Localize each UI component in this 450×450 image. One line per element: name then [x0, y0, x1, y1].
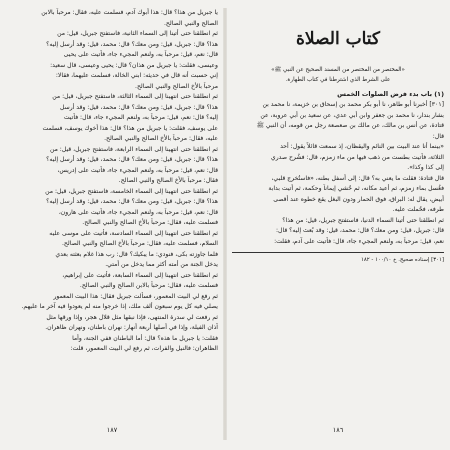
- text-line: يا جبريل من هذا؟ قال: هذا أبوك آدم، فسلمت عليه، فقال: مرحباً بالابن: [41, 9, 218, 16]
- text-line: نعم، قيل: مرحباً به، ولنعم المجيء جاء، قال: فأتيت على آدم، فقلت:: [274, 237, 444, 245]
- book-gutter: [223, 8, 227, 440]
- right-page-number: ١٨٦: [332, 426, 344, 434]
- text-line: قال: نعم، قيل: مرحباً به، ولنعم المجيء جاء، فأتيت على يحيى: [63, 51, 218, 58]
- right-page-body: [232, 100, 444, 247]
- text-line: على يوسف، فقلت: يا جبريل من هذا؟ قال: هذا أخوك يوسف، فسلمت: [42, 124, 218, 132]
- book-spread: [6, 8, 444, 440]
- intro-block: [232, 66, 444, 85]
- left-page-body: [6, 8, 218, 355]
- text-line: قال: جبريل، قيل: ومن معك؟ قال: محمد، قيل: وقد بُعث إليه؟ قال:: [275, 227, 444, 235]
- text-line: يصلي فيه كل يوم سبعون ألف ملك، إذا خرجوا منه لم يعودوا فيه آخر ما عليهم.: [21, 303, 218, 310]
- text-line: ثم رفعت لي سدرة المنتهى، فإذا نبقها مثل قلال هجر، وإذا ورقها مثل: [46, 313, 218, 321]
- text-line: فقال: مرحباً بالأخ الصالح والنبي الصالح.: [118, 177, 218, 184]
- text-line: ثم رفع لي البيت المعمور، فسألت جبريل فقال: هذا البيت المعمور: [53, 292, 218, 300]
- text-line: فسلمت عليه، فقال: مرحباً بالأخ الصالح والنبي الصالح.: [82, 219, 218, 226]
- text-line: السلام، فسلمت عليه، فقال: مرحباً بالأخ الصالح والنبي الصالح.: [62, 240, 218, 247]
- chapter-heading: (١) باب بدء فرض الصلوات الخمس: [337, 90, 444, 99]
- text-line: إلى كذا وكذا».: [407, 164, 444, 172]
- text-line: قال قتادة: فقلت ما يعني به؟ قال: إلى أسفل بطنه، «فاستُخرج قلبي،: [271, 174, 444, 182]
- text-line: ثم انطلقنا حتى أتينا السماء الدنيا، فاستفتح جبريل، قيل: من هذا؟: [282, 216, 444, 224]
- text-line: «المختصر من المختصر من المسند الصحيح عن النبي ﷺ»: [271, 67, 405, 73]
- text-line: إني حسبت أنه قال في حديثه: ابني الخالة، فسلمت عليهما، فقالا:: [55, 72, 218, 79]
- text-line: هذا؟ قال: جبريل، قيل: ومن معك؟ قال: محمد، قيل: وقد أرسل إليه؟: [46, 198, 218, 205]
- right-page: [232, 8, 444, 440]
- text-line: فقلت: يا جبريل ما هذه؟ قال: أما الباطنان ففي الجنة، وأما: [72, 334, 218, 342]
- footnote: [٣٠١] إسناده صحيح. خ ١٠٠/١٠ - ١٨٢: [361, 257, 444, 264]
- book-title: كتاب الصلاة: [295, 29, 381, 49]
- text-line: قتادة، عن أنس بن مالك، عن مالك بن صعصعة رجل من قومه، أن النبي ﷺ: [256, 122, 444, 130]
- left-page: [6, 8, 218, 440]
- text-line: قال: نعم، قيل: مرحباً به، ولنعم المجيء جاء، فأتيت على إدريس،: [57, 166, 218, 174]
- text-line: على الشرط الذي اشترطنا في كتاب الطهارة.: [285, 76, 391, 83]
- left-page-number: ١٨٧: [106, 426, 118, 434]
- text-line: قال:: [432, 132, 444, 140]
- text-line: ثم انطلقنا حتى أتينا إلى السماء الثانية، فاستفتح جبريل، قيل: من: [57, 30, 218, 37]
- text-line: بشار بندار، نا محمد بن جعفر وابن أبي عدي، عن سعيد بن أبي عروبة، عن: [260, 111, 444, 119]
- text-line: عليه، فقال: مرحباً بالأخ الصالح والنبي الصالح.: [104, 135, 218, 142]
- text-line: قال: نعم، قيل: مرحباً به، ولنعم المجيء جاء، فأتيت على هارون،: [58, 208, 218, 216]
- text-line: يدخل الجنة من أمته أكثر مما يدخل من أمتي.: [105, 261, 218, 268]
- text-line: الثلاثة، فأُتيت بطست من ذهب فيها من ماء زمزم، قال: فشُرح صدري: [270, 153, 444, 161]
- text-line: آذان الفيلة، وإذا في أصلها أربعة أنهار: نهران باطنان، ونهران ظاهران.: [45, 324, 218, 331]
- text-line: هذا؟ قال: جبريل، قيل: ومن معك؟ قال: محمد، قيل: وقد أرسل إليه؟: [46, 40, 218, 48]
- text-line: هذا؟ قال: جبريل، قيل: ومن معك؟ قال: محمد، قيل: وقد أرسل: [59, 103, 218, 111]
- text-line: فسلمت عليه، فقال: مرحباً بالابن الصالح والنبي الصالح.: [79, 282, 218, 289]
- text-line: [٣٠١] أخبرنا أبو طاهر، نا أبو بكر محمد بن إسحاق بن خزيمة، نا محمد بن: [262, 101, 444, 109]
- text-line: أبيض، يقال له: البراق، فوق الحمار ودون البغل يقع خطوه عند أقصى: [273, 195, 444, 203]
- text-line: مرحباً بالأخ الصالح والنبي الصالح.: [135, 82, 218, 90]
- text-line: إليه؟ قال: نعم، قيل: مرحباً به، ولنعم المجيء جاء، قال: فأتيت: [63, 114, 218, 121]
- text-line: ثم انطلقنا حتى انتهينا إلى السماء السابعة، فأتيت على إبراهيم،: [62, 271, 218, 279]
- footnote-rule: [232, 252, 444, 253]
- text-line: الصالح والنبي الصالح.: [163, 19, 218, 27]
- text-line: فغُسل بماء زمزم، ثم أُعيد مكانه، ثم حُشي إيماناً وحكمة، ثم أُتيت بدابة: [268, 185, 444, 193]
- text-line: ثم انطلقنا حتى انتهينا إلى السماء الرابعة، فاستفتح جبريل، قيل: من: [49, 145, 218, 153]
- text-line: ثم انطلقنا حتى انتهينا إلى السماء السادسة، فأتيت على موسى عليه: [49, 229, 218, 237]
- text-line: ثم انطلقنا حتى انتهينا إلى السماء الخامسة، فاستفتح جبريل، قيل: من: [45, 187, 218, 195]
- text-line: طرفه، فحُملت عليه.: [392, 206, 444, 214]
- text-line: «بينما أنا عند البيت بين النائم واليقظان، إذ سمعت قائلاً يقول: أحد: [280, 143, 444, 151]
- text-line: وعيسى، فقلت: يا جبريل من هذان؟ قال: يحيى وعيسى، قال سعيد:: [50, 61, 218, 69]
- text-line: فلما جاوزته بكى، فنودي: ما يبكيك؟ قال: رب هذا غلام بعثته بعدي: [55, 250, 218, 258]
- text-line: هذا؟ قال: جبريل، قيل: ومن معك؟ قال: محمد، قيل: وقد أرسل إليه؟: [46, 156, 218, 163]
- text-line: ثم انطلقنا حتى انتهينا إلى السماء الثالثة، فاستفتح جبريل، قيل: من: [52, 93, 218, 100]
- text-line: الظاهران: فالنيل والفرات، ثم رفع لي البيت المعمور، قلت:: [70, 345, 218, 352]
